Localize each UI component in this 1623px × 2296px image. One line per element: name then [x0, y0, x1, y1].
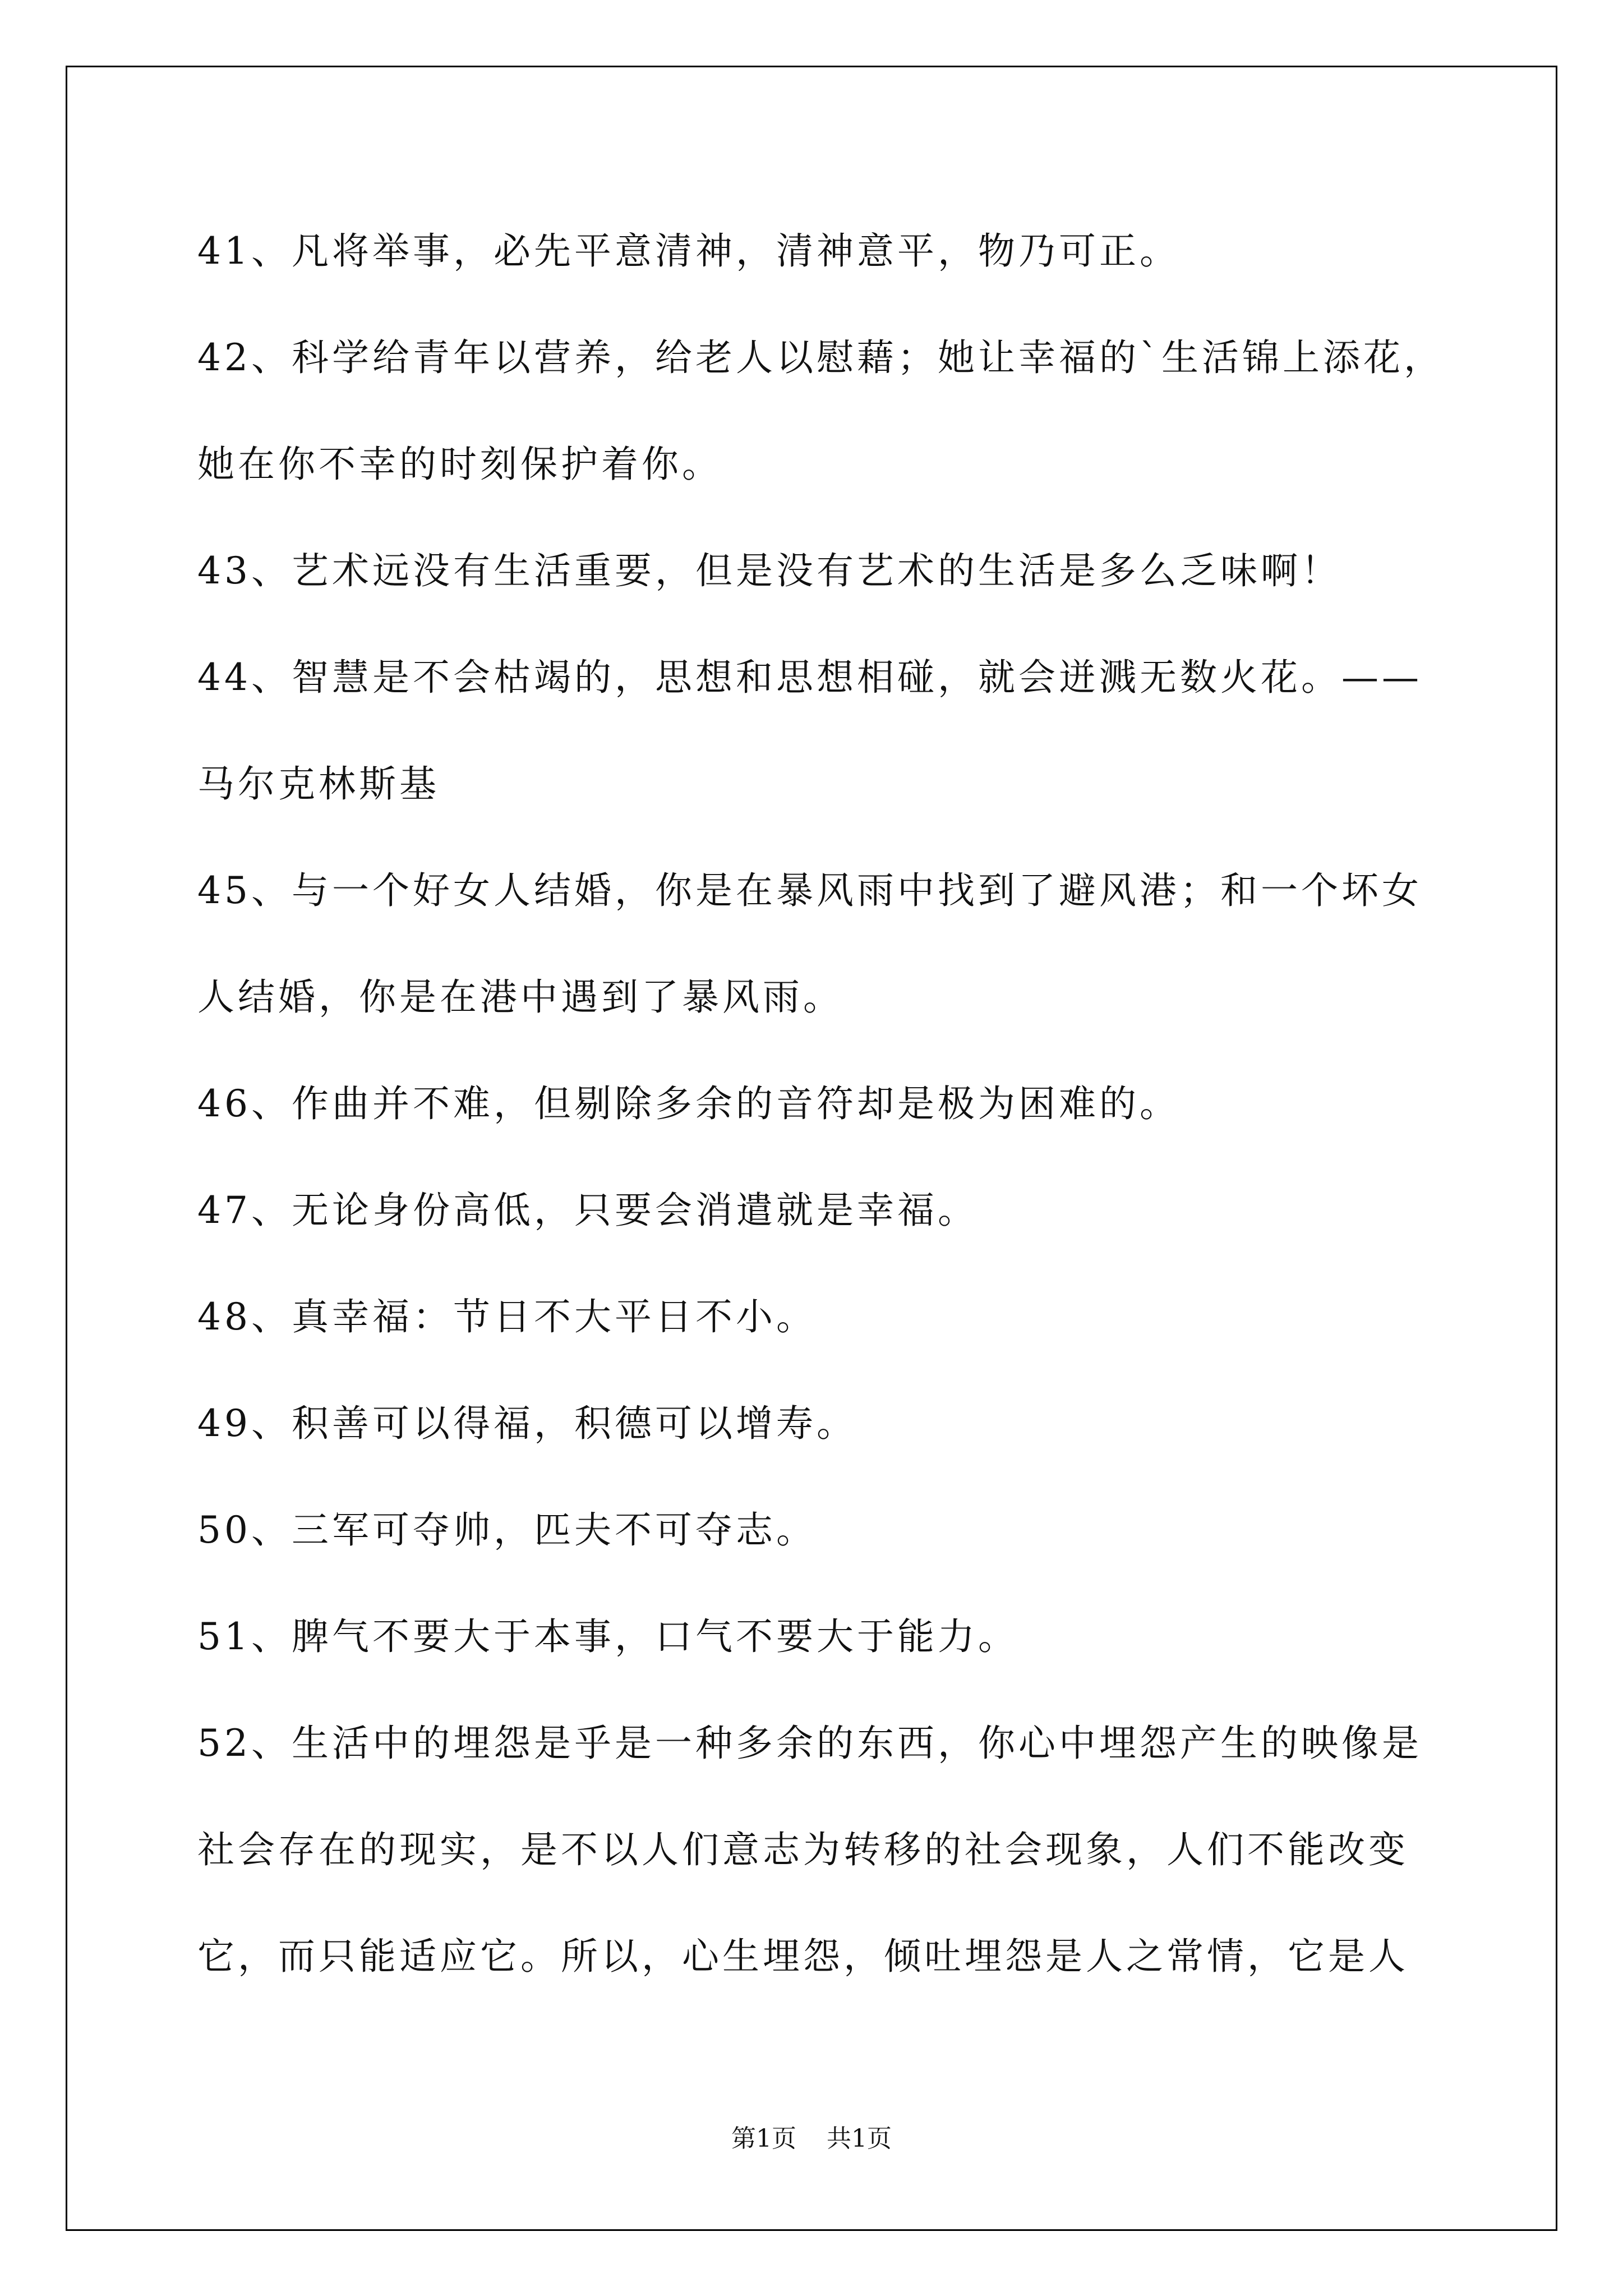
page-total: 共1页 [827, 2124, 892, 2153]
page-number: 第1页 [731, 2124, 796, 2153]
text-line: 47、无论身份高低，只要会消遣就是幸福。 [197, 1189, 978, 1232]
text-line: 49、积善可以得福，积德可以增寿。 [197, 1402, 857, 1445]
text-line: 52、生活中的埋怨是乎是一种多余的东西，你心中埋怨产生的映像是 [197, 1722, 1422, 1765]
text-line: 社会存在的现实，是不以人们意志为转移的社会现象，人们不能改变 [197, 1828, 1409, 1871]
text-line: 43、艺术远没有生活重要，但是没有艺术的生活是多么乏味啊！ [197, 549, 1341, 592]
text-line: 50、三军可夺帅，匹夫不可夺志。 [197, 1508, 817, 1552]
text-line: 44、智慧是不会枯竭的，思想和思想相碰，就会迸溅无数火花。—— [197, 656, 1422, 699]
text-line: 41、凡将举事，必先平意清神，清神意平，物乃可正。 [197, 229, 1180, 273]
page-footer [0, 2123, 1623, 2155]
text-line: 她在你不幸的时刻保护着你。 [197, 443, 722, 486]
text-line: 46、作曲并不难，但剔除多余的音符却是极为困难的。 [197, 1082, 1180, 1125]
text-line: 42、科学给青年以营养，给老人以慰藉；她让幸福的`生活锦上添花， [197, 336, 1444, 379]
text-line: 人结婚，你是在港中遇到了暴风雨。 [197, 976, 843, 1019]
text-line: 45、与一个好女人结婚，你是在暴风雨中找到了避风港；和一个坏女 [197, 869, 1422, 912]
text-line: 48、真幸福：节日不大平日不小。 [197, 1295, 817, 1338]
text-line: 51、脾气不要大于本事，口气不要大于能力。 [197, 1615, 1018, 1658]
text-line: 马尔克林斯基 [197, 762, 440, 806]
text-line: 它，而只能适应它。所以，心生埋怨，倾吐埋怨是人之常情，它是人 [197, 1935, 1409, 1978]
page-border [66, 66, 1557, 2231]
